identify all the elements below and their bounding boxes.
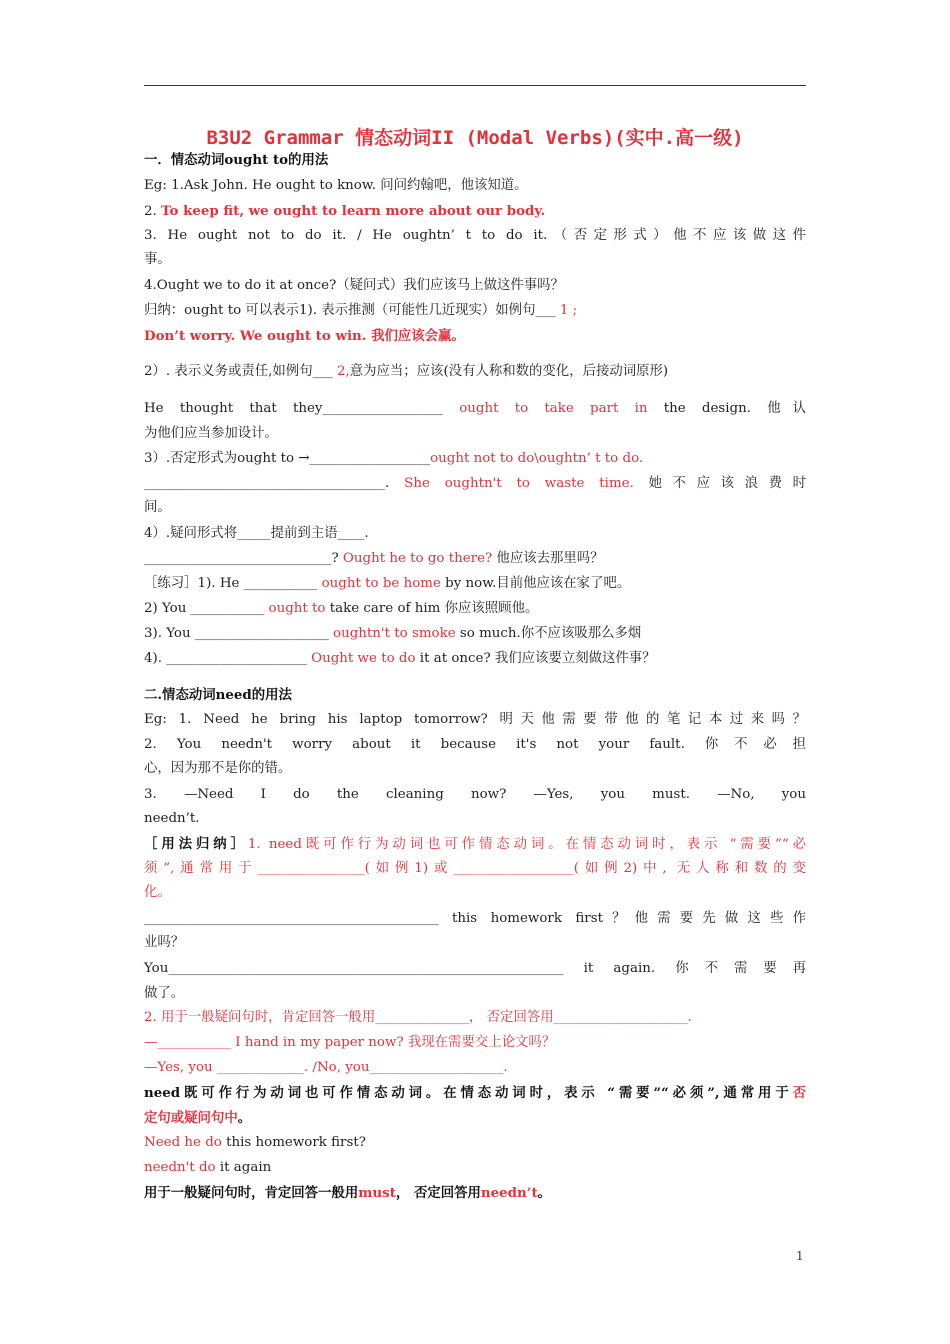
text-line <box>144 760 806 778</box>
text-line <box>144 860 806 878</box>
text-segment: the design. 他认 <box>647 401 806 416</box>
answer-text: Ought he to go there? <box>342 551 493 566</box>
answer-text: needn’t <box>480 1185 538 1201</box>
answer-text: Need he do <box>144 1135 222 1150</box>
text-segment: ____________________________________. <box>144 476 405 491</box>
text-line <box>144 499 806 517</box>
text-segment: 她不应该浪费时 <box>633 476 806 491</box>
text-line <box>144 400 806 418</box>
answer-text: Don’t worry. We ought to win. 我们应该会赢。 <box>144 328 465 344</box>
text-segment: take care of him 你应该照顾他。 <box>325 601 539 616</box>
text-line <box>144 575 806 593</box>
text-segment: by now.目前他应该在家了吧。 <box>440 576 631 591</box>
text-line <box>144 884 806 902</box>
text-segment: Eg: 1. Need he bring his laptop tomorrow? 明天他需要带他的笔记本过来吗？ <box>144 712 806 727</box>
text-segment: 心，因为那不是你的错。 <box>144 761 292 776</box>
text-segment: Eg: 1.Ask John. He ought to know. 问问约翰吧，他该知道。 <box>144 178 528 193</box>
text-segment: 3）.否定形式为ought to →__________________ <box>144 451 431 466</box>
text-line <box>144 302 806 320</box>
text-line <box>144 1109 806 1128</box>
text-segment: ____________________________________________ this homework first？他需要先做这些作 <box>144 911 806 926</box>
text-segment: 归纳：ought to 可以表示1). 表示推测（可能性几近现实）如例句___ <box>144 303 560 318</box>
text-segment: 事。 <box>144 252 171 267</box>
text-line <box>144 736 806 754</box>
text-segment: this homework first? <box>221 1135 366 1150</box>
text-line <box>144 786 806 804</box>
text-segment: You___________________________________________________________ it again. 你不需要再 <box>144 961 806 976</box>
text-segment: 用于一般疑问句时，肯定回答一般用 <box>144 1185 359 1201</box>
text-segment: it again <box>215 1160 272 1175</box>
text-segment: 一．情态动词ought to的用法 <box>144 152 329 168</box>
text-line <box>144 810 806 828</box>
answer-text: 否 <box>792 1085 806 1101</box>
text-line <box>144 934 806 952</box>
answer-text: 1 ; <box>559 303 578 318</box>
page-number: 1 <box>796 1249 804 1263</box>
header-rule <box>144 85 806 86</box>
text-line <box>144 1084 806 1103</box>
page-title: B3U2 Grammar 情态动词II (Modal Verbs)(实中.高一级) <box>206 127 744 149</box>
text-segment: 业吗？ <box>144 935 185 950</box>
text-line <box>144 450 806 468</box>
answer-text: oughtn't to smoke <box>333 626 456 641</box>
text-line <box>144 475 806 493</box>
text-segment: 二.情态动词need的用法 <box>144 687 292 703</box>
text-line <box>144 550 806 568</box>
answer-text: must <box>358 1185 396 1201</box>
text-line <box>144 960 806 978</box>
text-segment: 4). _____________________ <box>144 651 312 666</box>
text-line <box>144 177 806 195</box>
text-line <box>144 1009 806 1027</box>
text-line <box>144 985 806 1003</box>
text-segment: 他应该去那里吗？ <box>492 551 604 566</box>
answer-text: 定句或疑问句中 <box>144 1110 238 1126</box>
text-line <box>144 251 806 269</box>
text-segment: needn’t. <box>144 811 200 826</box>
text-segment: 3). You ____________________ <box>144 626 334 641</box>
text-line <box>144 1159 806 1177</box>
text-segment: ［练习］1). He ___________ <box>144 576 322 591</box>
text-line <box>144 1184 806 1203</box>
answer-text: Ought we to do <box>311 651 416 666</box>
answer-text: 化。 <box>144 885 171 900</box>
answer-text: needn't do <box>144 1160 216 1175</box>
answer-text: 1. need既可作行为动词也可作情态动词。在情态动词时，表示 “需要”“必 <box>247 837 807 852</box>
text-line <box>144 711 806 729</box>
text-line <box>144 227 806 245</box>
text-segment: 。 <box>237 1110 252 1126</box>
text-line <box>144 1059 806 1077</box>
text-segment: 做了。 <box>144 986 185 1001</box>
text-segment: He thought that they__________________ <box>144 401 460 416</box>
answer-text: To keep fit, we ought to learn more about our body. <box>161 203 546 219</box>
text-line <box>144 1034 806 1052</box>
answer-text: ought to take part in <box>459 401 648 416</box>
text-segment: ， 否定回答用 <box>395 1185 481 1201</box>
text-line <box>144 151 806 170</box>
text-line <box>144 425 806 443</box>
text-line <box>144 835 806 854</box>
text-segment: 4.Ought we to do it at once?（疑问式）我们应该马上做这件事吗？ <box>144 278 564 293</box>
answer-text: ought not to do\oughtn’ t to do. <box>430 451 644 466</box>
text-line <box>144 525 806 543</box>
text-segment: 2. You needn't worry about it because it's not your fault. 你不必担 <box>144 737 806 752</box>
text-line <box>144 1134 806 1152</box>
text-line <box>144 625 806 643</box>
text-line <box>144 650 806 668</box>
answer-text: She oughtn't to waste time. <box>404 476 634 491</box>
text-line <box>144 202 806 221</box>
answer-text: ought to <box>268 601 326 616</box>
answer-text: 2, <box>336 364 350 379</box>
answer-text: —___________ I hand in my paper now? 我现在需要交上论文吗？ <box>144 1035 556 1050</box>
text-segment: 3. —Need I do the cleaning now? —Yes, you must. —No, you <box>144 787 806 802</box>
text-segment: 间。 <box>144 500 171 515</box>
text-segment: need既可作行为动词也可作情态动词。在情态动词时，表示 “需要”“必须”,通常用于 <box>144 1085 793 1101</box>
answer-text: —Yes, you _____________. /No, you____________________. <box>144 1060 508 1075</box>
text-segment: 3. He ought not to do it. / He oughtn’ t to do it.（否定形式）他不应该做这件 <box>144 228 806 243</box>
text-segment: 。 <box>537 1185 552 1201</box>
text-segment: 2) You ___________ <box>144 601 269 616</box>
answer-text: 2. 用于一般疑问句时，肯定回答一般用______________， 否定回答用____________________. <box>144 1010 692 1025</box>
text-line <box>144 363 806 381</box>
text-segment: 为他们应当参加设计。 <box>144 426 278 441</box>
answer-text: ought to be home <box>321 576 441 591</box>
text-segment: it at once? 我们应该要立刻做这件事？ <box>415 651 656 666</box>
text-line <box>144 327 806 346</box>
text-line <box>144 686 806 705</box>
text-segment: 意为应当；应该(没有人称和数的变化，后接动词原形) <box>349 364 669 379</box>
text-segment: ____________________________? <box>144 551 343 566</box>
text-line <box>144 600 806 618</box>
text-line <box>144 910 806 928</box>
answer-text: 须”,通常用于________________(如例1)或__________________(如例2)中, 无人称和数的变 <box>144 861 806 876</box>
text-segment: 2. <box>144 204 162 219</box>
text-segment: 2）. 表示义务或责任,如例句___ <box>144 364 337 379</box>
text-segment: so much.你不应该吸那么多烟 <box>455 626 642 641</box>
text-segment: ［用法归纳］ <box>144 836 248 852</box>
text-segment: 4）.疑问形式将_____提前到主语____. <box>144 526 369 541</box>
text-line <box>144 277 806 295</box>
